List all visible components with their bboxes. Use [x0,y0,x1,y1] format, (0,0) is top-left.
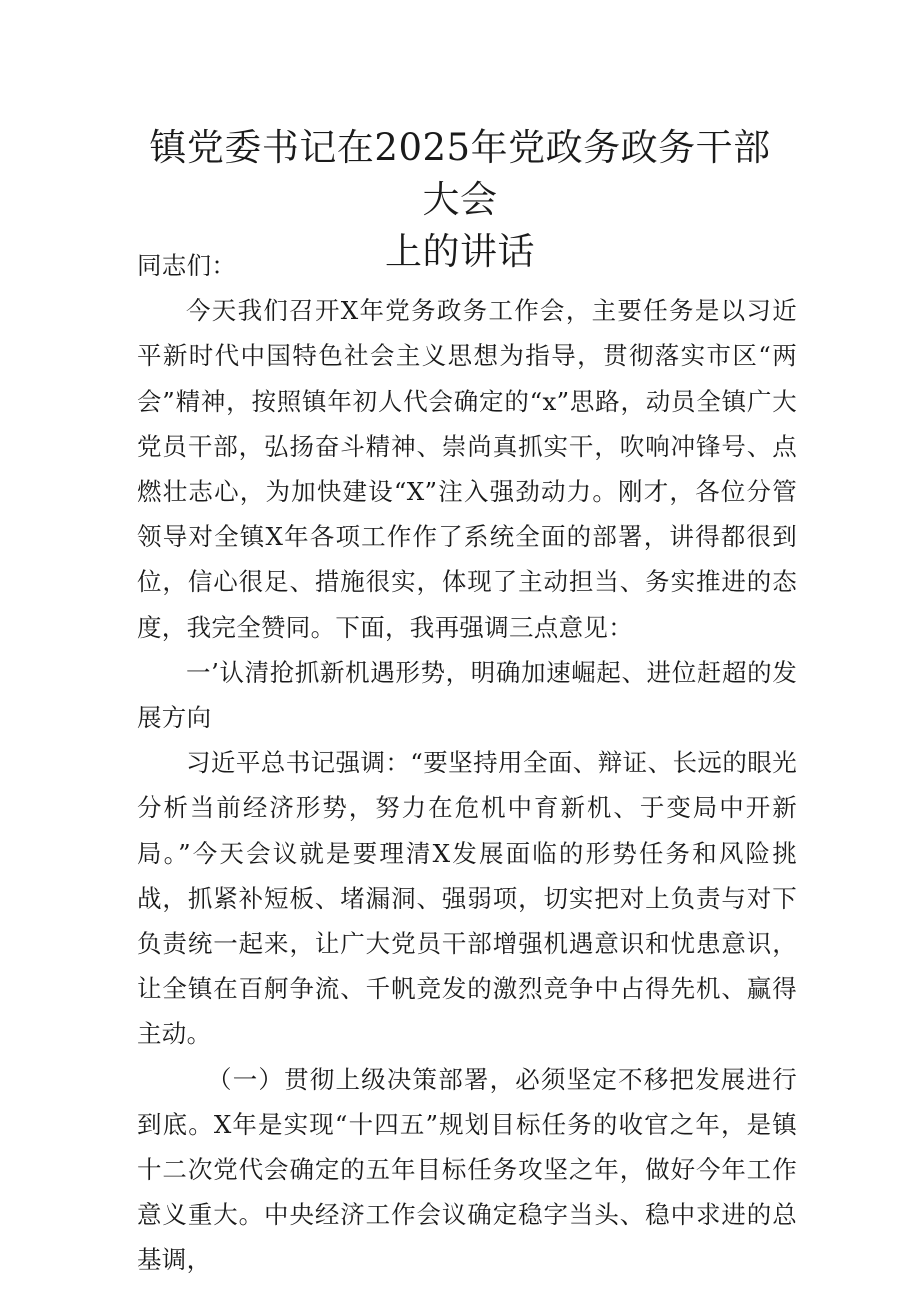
paragraph-intro: 今天我们召开X年党务政务工作会，主要任务是以习近平新时代中国特色社会主义思想为指导，贯彻落实市区“两会”精神，按照镇年初人代会确定的“x”思路，动员全镇广大党员干部，弘扬奋斗精神、崇尚真抓实干，吹响冲锋号、点燃壮志心，为加快建设“X”注入强劲动力。刚才，各位分管领导对全镇X年各项工作作了系统全面的部署，讲得都很到位，信心很足、措施很实，体现了主动担当、务实推进的态度，我完全赞同。下面，我再强调三点意见： [137,296,797,642]
document-body [137,243,797,1283]
section-heading-1: 一’认清抢抓新机遇形势，明确加速崛起、进位赶超的发展方向 [137,657,797,733]
title-line-1: 镇党委书记在2025年党政务政务干部大会 [149,126,771,221]
paragraph-subsection-1: （一）贯彻上级决策部署，必须坚定不移把发展进行到底。X年是实现“十四五”规划目标任务的收官之年，是镇十二次党代会确定的五年目标任务攻坚之年，做好今年工作意义重大。中央经济工作会议确定稳字当头、稳中求进的总基调， [137,1064,797,1275]
title-line-2: 上的讲话 [385,230,535,273]
salutation: 同志们： [137,251,237,280]
paragraph-quote: 习近平总书记强调：“要坚持用全面、辩证、长远的眼光分析当前经济形势，努力在危机中育新机、于变局中开新局。”今天会议就是要理清X发展面临的形势任务和风险挑战，抓紧补短板、堵漏洞、强弱项，切实把对上负责与对下负责统一起来，让广大党员干部增强机遇意识和忧患意识，让全镇在百舸争流、千帆竞发的激烈竞争中占得先机、赢得主动。 [137,748,797,1049]
